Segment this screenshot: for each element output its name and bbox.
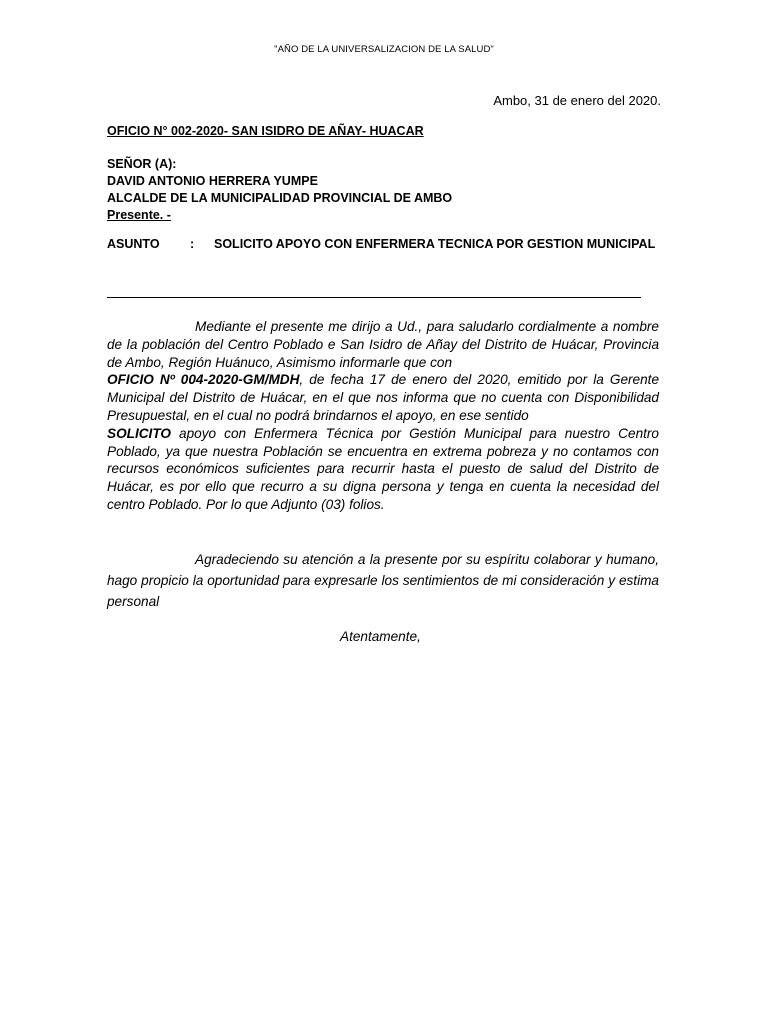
body-text-part-1: Mediante el presente me dirijo a Ud., para saludarlo cordialmente a nombre de la población del Centro Poblado e San Isidro de Añay del Distrito de Huácar, Provincia de Ambo, Región Huánuco, Asimismo informarle que con <box>107 319 659 370</box>
recipient-block <box>107 156 452 224</box>
oficio-reference: OFICIO Nº 004-2020-GM/MDH <box>107 372 300 388</box>
office-reference: OFICIO N° 002-2020- SAN ISIDRO DE AÑAY- HUACAR <box>107 124 424 138</box>
recipient-presente: Presente. - <box>107 208 171 222</box>
body-text-closing: Agradeciendo su atención a la presente por su espíritu colaborar y humano, hago propicio la oportunidad para expresarle los sentimientos de mi consideración y estima personal <box>107 552 659 609</box>
body-text-part-2: , de fecha 17 de enero del 2020, emitido por la Gerente Municipal del Distrito de Huácar, en el que nos informa que no cuenta con Disponibilidad Presupuestal, en el cual no podrá brindarnos el apoyo, en ese sentido <box>107 372 660 423</box>
body-paragraph-1 <box>107 318 659 514</box>
recipient-salutation: SEÑOR (A): <box>107 157 177 171</box>
subject-text: SOLICITO APOYO CON ENFERMERA TECNICA POR GESTION MUNICIPAL <box>214 237 656 251</box>
year-motto: "AÑO DE LA UNIVERSALIZACION DE LA SALUD" <box>274 44 494 55</box>
body-text-part-3: apoyo con Enfermera Técnica por Gestión Municipal para nuestro Centro Poblado, ya que nuestra Población se encuentra en extrema pobreza y no contamos con recursos económicos suficientes para recurrir hasta el puesto de salud del Distrito de Huácar, es por ello que recurro a su digna persona y tenga en cuenta la necesidad del centro Poblado. Por lo que Adjunto (03) folios. <box>107 425 659 512</box>
recipient-position: ALCALDE DE LA MUNICIPALIDAD PROVINCIAL DE AMBO <box>107 191 453 205</box>
subject-colon: : <box>190 237 195 251</box>
recipient-name: DAVID ANTONIO HERRERA YUMPE <box>107 174 318 188</box>
closing-salutation: Atentamente, <box>340 629 421 644</box>
solicito-keyword: SOLICITO <box>107 425 171 441</box>
body-paragraph-2 <box>107 549 659 612</box>
subject-block <box>107 236 661 253</box>
separator-line <box>107 297 641 298</box>
subject-label: ASUNTO <box>107 237 160 251</box>
letter-date: Ambo, 31 de enero del 2020. <box>493 93 661 108</box>
